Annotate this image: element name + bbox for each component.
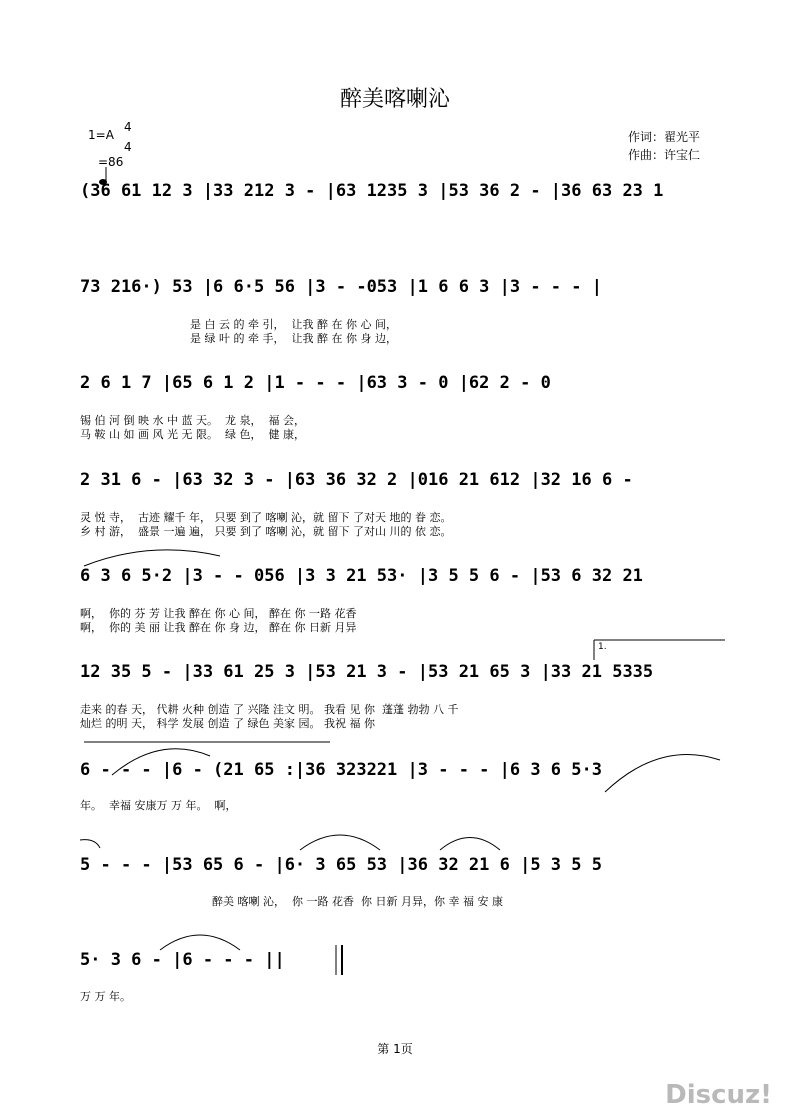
composer: 作曲：许宝仁 (628, 148, 701, 162)
lyricist: 作词：翟光平 (628, 130, 701, 144)
lyric-row-2-verse-1: 是 白 云 的 牵 引， 让我 醉 在 你 心 间， (190, 318, 397, 331)
notation-row-8: 5 - - - |53 65 6 - |6· 3 65 53 |36 32 21 6 |5 3 5 5 (80, 855, 602, 875)
notation-row-1: (36 61 12 3 |33 212 3 - |63 1235 3 |53 36 2 - |36 63 23 1 (80, 181, 664, 201)
notation-row-3: 2 6 1 7 |65 6 1 2 |1 - - - |63 3 - 0 |62 2 - 0 (80, 373, 551, 393)
notation-row-4: 2 31 6 - |63 32 3 - |63 36 32 2 |016 21 612 |32 16 6 - (80, 470, 633, 490)
page-number: 第 1页 (377, 1042, 413, 1056)
slur-row-7-end (605, 754, 720, 792)
notation-row-7: 6 - - - |6 - (21 65 :|36 323221 |3 - - - |6 3 6 5·3 (80, 760, 602, 780)
lyric-row-3-verse-2: 马 鞍 山 如 画 风 光 无 限。 绿 色， 健 康， (80, 428, 305, 441)
lyric-row-4-verse-2: 乡 村 游， 盛景 一遍 遍， 只要 到了 喀喇 沁，就 留下 了对山 川的 依 恋。 (80, 525, 452, 538)
lyric-row-6-verse-2: 灿烂 的明 天， 科学 发展 创造 了 绿色 美家 园。 我祝 福 你 (80, 717, 375, 730)
lyric-row-8: 醉美 喀喇 沁， 你 一路 花香 你 日新 月异，你 幸 福 安 康 (212, 895, 503, 908)
tempo: =86 (98, 155, 124, 169)
notation-row-5: 6 3 6 5·2 |3 - - 056 |3 3 21 53· |3 5 5 6 - |53 6 32 21 (80, 566, 643, 586)
lyric-row-9: 万 万 年。 (80, 990, 131, 1003)
lyric-row-4-verse-1: 灵 悦 寺， 古迹 耀千 年， 只要 到了 喀喇 沁，就 留下 了对天 地的 眷 恋。 (80, 511, 452, 524)
watermark: Discuz! (665, 1080, 772, 1110)
notation-row-9: 5· 3 6 - |6 - - - || (80, 950, 285, 970)
volta-label: 1. (598, 642, 607, 652)
time-signature-top: 4 (124, 120, 132, 134)
tie-row-8 (80, 840, 100, 848)
volta-bracket (594, 640, 725, 660)
lyric-row-5-verse-1: 啊， 你的 芬 芳 让我 醉在 你 心 间， 醉在 你 一路 花香 (80, 607, 357, 620)
slur-row-7 (112, 749, 210, 775)
slur-row-8-b (440, 838, 500, 851)
notation-row-6: 12 35 5 - |33 61 25 3 |53 21 3 - |53 21 65 3 |33 21 5335 (80, 662, 654, 682)
lyric-row-7: 年。 幸福 安康万 万 年。 啊， (80, 799, 237, 812)
key-signature: 1=A (88, 128, 114, 142)
slur-row-8-a (300, 835, 380, 850)
song-title: 醉美喀喇沁 (339, 87, 450, 112)
lyric-row-2-verse-2: 是 绿 叶 的 牵 手， 让我 醉 在 你 身 边， (190, 332, 397, 345)
notation-row-2: 73 216·) 53 |6 6·5 56 |3 - -053 |1 6 6 3 |3 - - - | (80, 277, 602, 297)
lyric-row-3-verse-1: 锡 伯 河 倒 映 水 中 蓝 天。 龙 泉， 福 会， (80, 414, 305, 427)
lyric-row-5-verse-2: 啊， 你的 美 丽 让我 醉在 你 身 边， 醉在 你 日新 月异 (80, 621, 357, 634)
slur-row-5 (84, 550, 220, 566)
lyric-row-6-verse-1: 走来 的春 天， 代耕 火种 创造 了 兴隆 洼文 明。 我看 见 你 蓬蓬 勃勃 八 千 (80, 703, 459, 716)
time-signature-bottom: 4 (124, 140, 132, 154)
slur-row-9 (160, 935, 240, 950)
